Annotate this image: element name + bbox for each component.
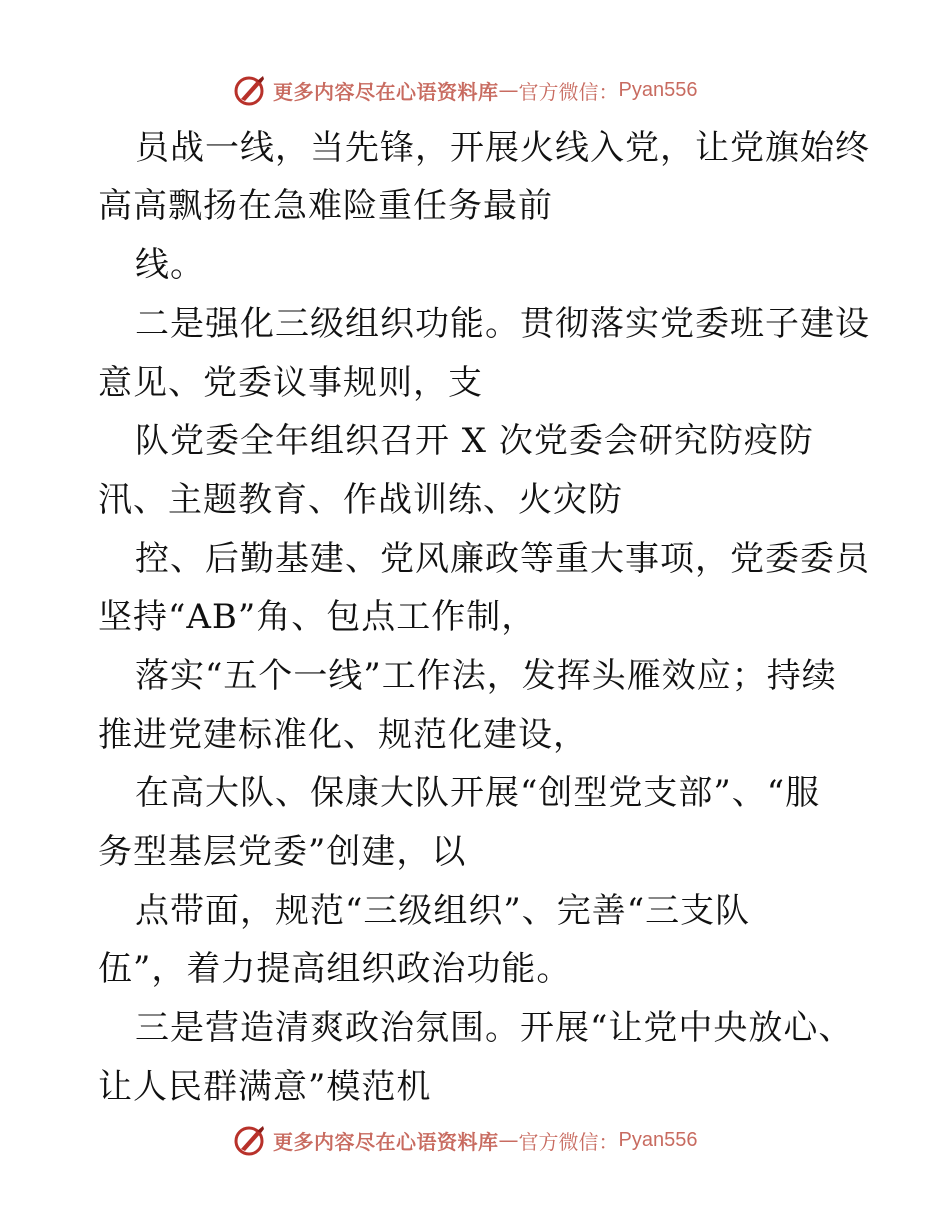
header-banner bbox=[233, 72, 697, 108]
banner-account-label: 官方微信： bbox=[518, 79, 619, 104]
banner-account-label: 官方微信： bbox=[518, 1129, 619, 1154]
banner-account-id: Pyan556 bbox=[618, 1128, 698, 1151]
body-line: 员战一线，当先锋，开展火线入党，让党旗始终 bbox=[135, 128, 870, 168]
body-line: 高高飘扬在急难险重任务最前 bbox=[98, 186, 553, 226]
body-line: 务型基层党委”创建，以 bbox=[98, 832, 467, 872]
body-line: 伍”，着力提高组织政治功能。 bbox=[98, 949, 572, 989]
body-line: 队党委全年组织召开 X 次党委会研究防疫防 bbox=[135, 421, 814, 461]
body-line: 意见、党委议事规则，支 bbox=[98, 363, 483, 403]
body-line: 坚持“AB”角、包点工作制， bbox=[98, 597, 537, 637]
body-line: 控、后勤基建、党风廉政等重大事项，党委委员 bbox=[135, 539, 870, 579]
banner-account-id: Pyan556 bbox=[618, 78, 698, 101]
body-line: 落实“五个一线”工作法，发挥头雁效应；持续 bbox=[135, 656, 837, 696]
pen-logo-icon bbox=[233, 73, 267, 107]
body-line: 在高大队、保康大队开展“创型党支部”、“服 bbox=[135, 773, 821, 813]
banner-title: 更多内容尽在心语资料库 bbox=[273, 1129, 499, 1154]
body-line: 线。 bbox=[135, 245, 205, 285]
body-line: 二是强化三级组织功能。贯彻落实党委班子建设 bbox=[135, 304, 870, 344]
footer-banner bbox=[233, 1122, 697, 1158]
body-line: 点带面，规范“三级组织”、完善“三支队 bbox=[135, 891, 751, 931]
body-line: 让人民群满意”模范机 bbox=[98, 1067, 432, 1107]
banner-title: 更多内容尽在心语资料库 bbox=[273, 79, 499, 104]
banner-dash: — bbox=[498, 78, 519, 102]
body-line: 三是营造清爽政治氛围。开展“让党中央放心、 bbox=[135, 1008, 854, 1048]
banner-dash: — bbox=[498, 1128, 519, 1152]
pen-logo-icon bbox=[233, 1123, 267, 1157]
body-line: 汛、主题教育、作战训练、火灾防 bbox=[98, 480, 623, 520]
body-line: 推进党建标准化、规范化建设， bbox=[98, 715, 588, 755]
